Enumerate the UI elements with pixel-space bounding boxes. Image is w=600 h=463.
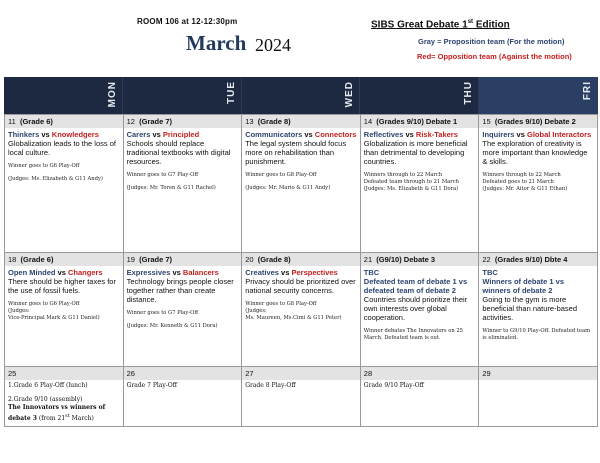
debate-details xyxy=(479,266,597,344)
day-number: 28 xyxy=(363,369,373,378)
calendar-day-cell xyxy=(5,115,124,253)
debate-notes xyxy=(8,163,120,183)
day-number: 15 xyxy=(482,117,491,126)
day-number: 27 xyxy=(245,369,254,378)
debate-motion: Technology brings people closer together rather than create distance. xyxy=(126,277,234,304)
grade-label: (Grade 6) xyxy=(19,117,53,126)
note-line: Defeated goes to 21 March xyxy=(482,179,554,185)
debate-notes xyxy=(127,310,239,330)
note-line: Winner goes to G7 Play-Off xyxy=(126,310,199,316)
note-line: (Judges: Mr. Mario & G11 Andy) xyxy=(245,185,331,191)
playoff-matchup xyxy=(8,404,120,423)
note-line: Ms. Maureen, Ms.Cimi & G11 Peter) xyxy=(245,315,342,321)
note-line: Winner goes to G8 Play-Off xyxy=(245,172,317,178)
opposition-team: Principled xyxy=(162,130,200,139)
versus-label: vs xyxy=(514,130,527,139)
day-number: 26 xyxy=(126,369,135,378)
matchup xyxy=(482,268,594,277)
debate-notes xyxy=(482,172,594,193)
day-header xyxy=(5,253,123,266)
opposition-team: Connectors xyxy=(314,130,357,139)
day-header xyxy=(124,253,242,266)
calendar-day-cell xyxy=(5,367,124,427)
debate-motion: Going to the gym is more beneficial than nature-based activities. xyxy=(482,295,578,322)
debate-details xyxy=(124,266,242,332)
matchup xyxy=(8,268,120,277)
note-line: Defeated team through to 21 March xyxy=(363,179,459,185)
schedule-line: Grade 9/10 Play-Off xyxy=(363,382,424,389)
day-number: 21 xyxy=(363,255,373,264)
debate-motion: Countries should prioritize their own interests over global cooperation. xyxy=(363,295,468,322)
legend-opposition: Red= Opposition team (Against the motion) xyxy=(417,52,572,61)
week-row xyxy=(5,253,598,367)
day-header xyxy=(242,367,360,380)
debate-details xyxy=(5,128,123,185)
note-line: (Judges: Ms. Elizabeth & G11 Andy) xyxy=(8,176,103,182)
versus-label: vs xyxy=(403,130,416,139)
opposition-team: Perspectives xyxy=(291,268,338,277)
day-number: 20 xyxy=(245,255,254,264)
debate-details xyxy=(124,128,242,194)
day-header xyxy=(479,115,597,128)
calendar-day-cell xyxy=(361,253,480,367)
grade-label: (Grade 8) xyxy=(257,117,291,126)
matchup xyxy=(245,130,357,139)
debate-details xyxy=(361,266,479,344)
calendar-day-cell xyxy=(479,115,598,253)
schedule-line: 2.Grade 9/10 (assembly) xyxy=(8,396,83,403)
matchup xyxy=(8,130,120,139)
grade-label: (Grades 9/10) Debate 2 xyxy=(494,117,576,126)
debate-details xyxy=(361,128,479,195)
proposition-team: Reflectives xyxy=(363,130,404,139)
grade-label: (Grade 7) xyxy=(139,255,173,264)
calendar-day-cell xyxy=(479,253,598,367)
day-number: 19 xyxy=(126,255,135,264)
versus-label: vs xyxy=(278,268,292,277)
proposition-team: Inquirers xyxy=(482,130,515,139)
debate-notes xyxy=(127,172,239,192)
day-header xyxy=(5,367,123,380)
day-number: 25 xyxy=(8,369,17,378)
debate-motion: Globalization leads to the loss of local culture. xyxy=(8,139,116,157)
day-thu: THU xyxy=(360,77,479,114)
day-header xyxy=(124,115,242,128)
proposition-team: TBC xyxy=(363,268,380,277)
note-line: Winner goes to G6 Play-Off xyxy=(8,301,80,307)
playoff-teams: The Innovators vs winners of debate 3 xyxy=(8,404,106,422)
playoff-date-suffix: March) xyxy=(69,415,94,422)
grade-label: (Grades 9/10) Debate 1 xyxy=(376,117,458,126)
opposition-team: Risk-Takers xyxy=(415,130,458,139)
versus-label: vs xyxy=(55,268,69,277)
day-number: 13 xyxy=(245,117,254,126)
versus-label: vs xyxy=(302,130,315,139)
calendar-day-cell xyxy=(242,253,361,367)
note-line: (Judges: xyxy=(245,308,267,314)
week-row xyxy=(5,367,598,427)
debate-notes xyxy=(245,172,357,192)
playoff-date-prefix: (from 21 xyxy=(36,415,66,422)
day-number: 11 xyxy=(8,117,16,126)
day-header xyxy=(124,367,242,380)
playoff-date-sup: st xyxy=(65,413,70,419)
day-number: 12 xyxy=(126,117,135,126)
note-line: (Judges: Mr. Kenneth & G11 Dora) xyxy=(126,323,218,329)
proposition-team: Thinkers xyxy=(8,130,40,139)
debate-notes xyxy=(364,172,476,193)
grade-label: (Grade 6) xyxy=(20,255,54,264)
day-header xyxy=(242,115,360,128)
opposition-team: Global Interactors xyxy=(526,130,592,139)
calendar-day-cell xyxy=(361,367,480,427)
calendar-day-cell xyxy=(124,367,243,427)
day-number: 22 xyxy=(482,255,491,264)
day-schedule xyxy=(124,380,242,392)
debate-motion: There should be higher taxes for the use of fossil fuels. xyxy=(8,277,116,295)
debate-notes xyxy=(245,301,357,322)
matchup xyxy=(482,130,594,139)
debate-notes xyxy=(364,328,476,342)
day-header xyxy=(242,253,360,266)
debate-notes xyxy=(8,301,120,322)
calendar-day-cell xyxy=(5,253,124,367)
matchup-description: Winners of debate 1 vs winners of debate 2 xyxy=(482,277,564,295)
day-header xyxy=(361,115,479,128)
day-wed: WED xyxy=(242,77,361,114)
note-line: (Judges: Ms. Elizabeth & G11 Dora) xyxy=(363,186,459,192)
weekday-header xyxy=(4,77,598,114)
day-tue: TUE xyxy=(123,77,242,114)
day-mon: MON xyxy=(4,77,123,114)
debate-motion: The exploration of creativity is more important than knowledge & skills. xyxy=(482,139,588,166)
calendar-day-cell xyxy=(124,115,243,253)
day-schedule xyxy=(479,380,597,384)
calendar-day-cell xyxy=(479,367,598,427)
calendar-day-cell xyxy=(361,115,480,253)
day-header xyxy=(361,367,479,380)
matchup xyxy=(364,130,476,139)
day-header xyxy=(479,367,597,380)
month-title: March xyxy=(186,31,247,55)
grade-label: (Grade 7) xyxy=(139,117,173,126)
note-line: Vice-Principal Mark & G11 Daniel) xyxy=(8,315,100,321)
debate-motion: Privacy should be prioritized over national security concerns. xyxy=(245,277,356,295)
day-schedule xyxy=(5,380,123,425)
calendar-day-cell xyxy=(242,367,361,427)
day-header xyxy=(5,115,123,128)
proposition-team: Creatives xyxy=(245,268,279,277)
note-line: Winners through to 22 March xyxy=(482,172,561,178)
calendar-grid xyxy=(4,114,598,427)
debate-details xyxy=(242,128,360,194)
day-number: 29 xyxy=(482,369,491,378)
debate-motion: Schools should replace traditional textbooks with digital resources. xyxy=(126,139,231,166)
opposition-team: Changers xyxy=(68,268,103,277)
proposition-team: Expressives xyxy=(126,268,171,277)
note-line: Winner goes to G6 Play-Off xyxy=(8,163,80,169)
debate-notes xyxy=(482,328,594,342)
day-number: 18 xyxy=(8,255,17,264)
proposition-team: Open Minded xyxy=(8,268,56,277)
calendar-day-cell xyxy=(242,115,361,253)
day-number: 14 xyxy=(363,117,373,126)
day-schedule xyxy=(361,380,479,392)
schedule-line: Grade 8 Play-Off xyxy=(245,382,296,389)
legend-proposition: Gray = Proposition team (For the motion) xyxy=(418,37,565,46)
opposition-team: Balancers xyxy=(182,268,219,277)
schedule-line: 1.Grade 6 Play-Off (lunch) xyxy=(8,382,88,389)
note-line: Winners through to 22 March xyxy=(363,172,443,178)
day-fri: FRI xyxy=(479,77,598,114)
day-schedule xyxy=(242,380,360,392)
matchup xyxy=(127,130,239,139)
note-line: (Judges: xyxy=(8,308,30,314)
debate-details xyxy=(479,128,597,195)
matchup xyxy=(127,268,239,277)
debate-motion: Globalization is more beneficial than detrimental to developing countries. xyxy=(363,139,468,166)
note-line: Winner goes to G7 Play-Off xyxy=(126,172,199,178)
note-line: Winner to G9/10 Play-Off. Defeated team is eliminated. xyxy=(482,328,591,341)
grade-label: (Grades 9/10) Dbte 4 xyxy=(494,255,568,264)
opposition-team: Knowledgers xyxy=(51,130,99,139)
proposition-team: Carers xyxy=(126,130,151,139)
matchup-description: Defeated team of debate 1 vs defeated team of debate 2 xyxy=(363,277,468,295)
versus-label: vs xyxy=(150,130,163,139)
proposition-team: Communicators xyxy=(245,130,303,139)
proposition-team: TBC xyxy=(482,268,498,277)
grade-label: (Grade 8) xyxy=(257,255,291,264)
matchup xyxy=(245,268,357,277)
debate-details xyxy=(242,266,360,324)
schedule-line: Grade 7 Play-Off xyxy=(126,382,177,389)
note-line: Winner debates The Innovators on 25 March. Defeated team is out. xyxy=(363,328,463,341)
versus-label: vs xyxy=(39,130,52,139)
debate-details xyxy=(5,266,123,324)
day-header xyxy=(479,253,597,266)
note-line: (Judges: Mr. Toren & G11 Rachel) xyxy=(126,185,216,191)
debate-motion: The legal system should focus more on rehabilitation than punishment. xyxy=(245,139,347,166)
grade-label: (G9/10) Debate 3 xyxy=(376,255,436,264)
note-line: Winner goes to G8 Play-Off xyxy=(245,301,317,307)
event-title: SIBS Great Debate 1st Edition xyxy=(371,19,510,31)
week-row xyxy=(5,115,598,253)
calendar-day-cell xyxy=(124,253,243,367)
note-line: (Judges: Mr. Aitor & G11 Ethan) xyxy=(482,186,568,192)
versus-label: vs xyxy=(170,268,183,277)
room-info: ROOM 106 at 12-12:30pm xyxy=(137,17,238,26)
day-header xyxy=(361,253,479,266)
year-title: 2024 xyxy=(255,35,291,55)
matchup xyxy=(364,268,476,277)
